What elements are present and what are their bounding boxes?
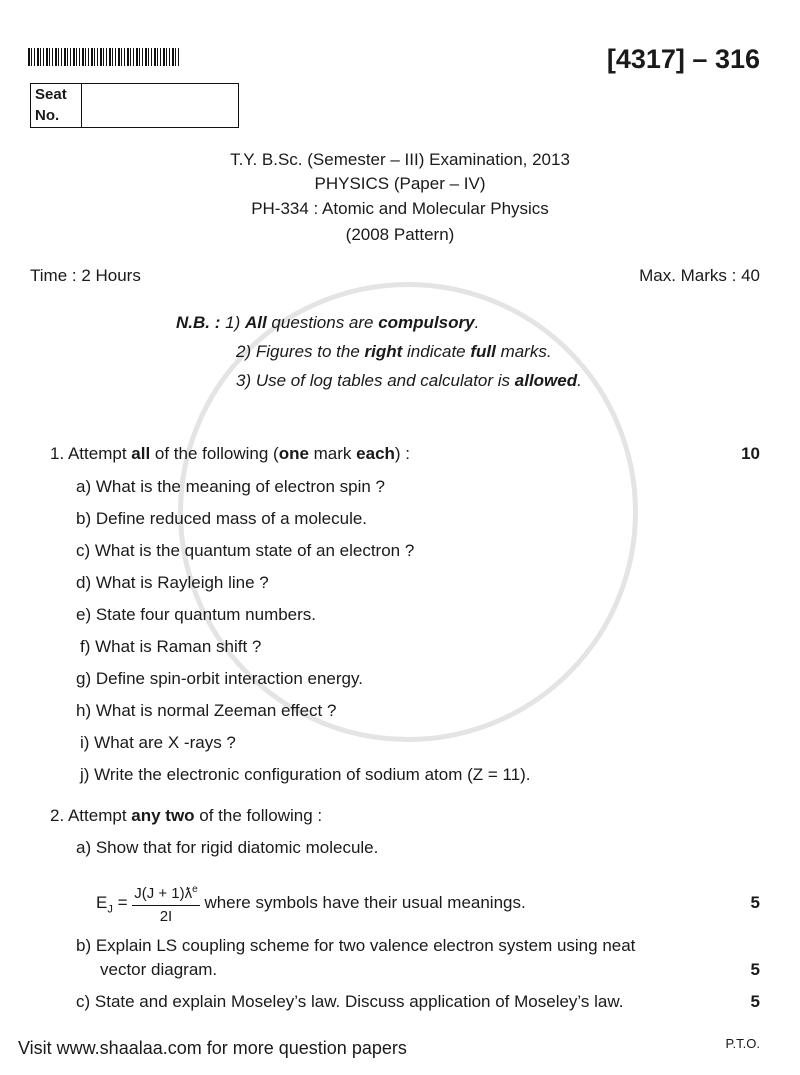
barcode: [28, 48, 180, 66]
q1-item: g) Define spin-orbit interaction energy.: [76, 669, 363, 688]
footer-link[interactable]: Visit www.shaalaa.com for more question papers: [18, 1038, 407, 1058]
pto: P.T.O.: [725, 1036, 760, 1051]
nb-line-1: N.B. : 1) All questions are compulsory.: [176, 313, 480, 332]
q1-item: a) What is the meaning of electron spin ?: [76, 477, 385, 496]
q1-item: j) Write the electronic configuration of sodium atom (Z = 11).: [80, 765, 531, 784]
q1-marks: 10: [741, 444, 760, 463]
question-2: 2. Attempt any two of the following :: [50, 806, 323, 825]
q1-item: b) Define reduced mass of a molecule.: [76, 509, 368, 528]
question-1: 1. Attempt all of the following (one mark each) :: [50, 444, 411, 463]
q1-item: f) What is Raman shift ?: [80, 637, 262, 656]
nb-line-2: 2) Figures to the right indicate full marks.: [236, 342, 552, 361]
q1-item: c) What is the quantum state of an electron ?: [76, 541, 415, 560]
seat-label: Seat: [35, 86, 67, 103]
no-label: No.: [35, 107, 60, 124]
q1-item: h) What is normal Zeeman effect ?: [76, 701, 337, 720]
formula: $E_J$ = $\frac{J(J + 1)ƛ^e}{2I}$ where symbols have their usual meanings.: [96, 874, 526, 938]
q1-item: i) What are X -rays ?: [80, 733, 236, 752]
time: Time : 2 Hours: [30, 266, 141, 285]
pattern: (2008 Pattern): [345, 225, 455, 244]
q2-item-b: b) Explain LS coupling scheme for two valence electron system using neat: [76, 936, 636, 955]
seat-number-field[interactable]: [82, 84, 238, 127]
paper-code: [4317] – 316: [606, 44, 760, 74]
q2-item-a: a) Show that for rigid diatomic molecule.: [76, 838, 379, 857]
exam-title: T.Y. B.Sc. (Semester – III) Examination, 2013: [230, 150, 570, 169]
seat-number-box: [30, 83, 239, 128]
q1-item: d) What is Rayleigh line ?: [76, 573, 269, 592]
q2c-marks: 5: [750, 992, 760, 1011]
max-marks: Max. Marks : 40: [639, 266, 760, 285]
nb-line-3: 3) Use of log tables and calculator is allowed.: [236, 371, 582, 390]
q2-item-c: c) State and explain Moseley’s law. Discuss application of Moseley’s law.: [76, 992, 624, 1011]
paper-title: PH-334 : Atomic and Molecular Physics: [251, 199, 549, 218]
q1-item: e) State four quantum numbers.: [76, 605, 317, 624]
q2b-marks: 5: [750, 960, 760, 979]
q2-item-b-cont: vector diagram.: [100, 960, 218, 979]
subject-title: PHYSICS (Paper – IV): [314, 174, 486, 193]
q2a-marks: 5: [750, 893, 760, 912]
